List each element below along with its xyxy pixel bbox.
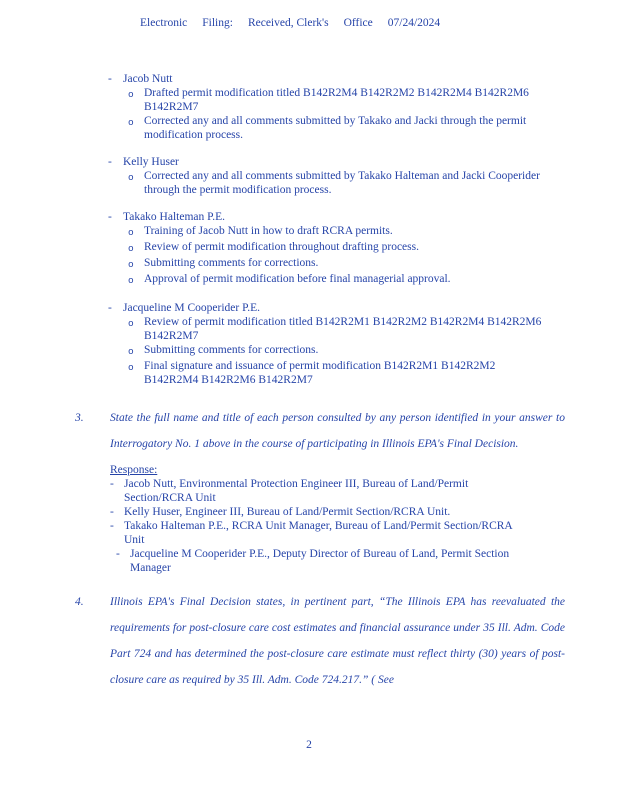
response-item (110, 505, 534, 519)
duty-text: Submitting comments for corrections. (144, 257, 319, 269)
duty-item (128, 86, 544, 114)
interrogatory-number: 4. (75, 596, 84, 608)
interrogatory-4 (75, 589, 573, 693)
response-text: Jacob Nutt, Environmental Protection Engineer III, Bureau of Land/Permit Section/RCRA Unit (124, 478, 469, 504)
interrogatory-3 (75, 405, 573, 575)
circle-bullet: o (128, 117, 134, 128)
contributor-block-jacob-nutt (108, 72, 544, 142)
circle-bullet: o (128, 259, 134, 270)
duty-item (128, 240, 544, 256)
interrogatory-question-row (75, 589, 573, 693)
circle-bullet: o (128, 172, 134, 183)
contributor-block-takako-halteman (108, 210, 544, 288)
duty-item (128, 256, 544, 272)
contributor-name: Kelly Huser (123, 156, 179, 168)
circle-bullet: o (128, 89, 134, 100)
dash-bullet: - (108, 211, 112, 223)
header-segment-received: Received, Clerk's (247, 17, 329, 29)
contributor-name: Jacob Nutt (123, 73, 173, 85)
header-segment-date: 07/24/2024 (387, 17, 441, 29)
circle-bullet: o (128, 346, 134, 357)
header-segment-electronic: Electronic (140, 17, 188, 29)
response-text: Jacqueline M Cooperider P.E., Deputy Director of Bureau of Land, Permit Section Manager (130, 548, 510, 574)
interrogatory-question: Illinois EPA's Final Decision states, in pertinent part, “The Illinois EPA has reevaluated the requirements for post-closure care cost estimates and financial assurance under 35 Ill. Adm. Code Part 724 and has determined the post-closure care estimate must reflect thirty (30) years of post-closure care as required by 35 Ill. Adm. Code 724.217.” ( See (110, 596, 565, 686)
interrogatory-question-row (75, 405, 573, 457)
duty-text: Approval of permit modification before final managerial approval. (144, 273, 451, 285)
duty-item (128, 359, 544, 387)
header-segment-filing: Filing: (202, 17, 233, 29)
duty-text: Review of permit modification titled B142R2M1 B142R2M2 B142R2M4 B142R2M6 B142R2M7 (144, 316, 542, 342)
response-item (110, 519, 534, 547)
contributor-name: Jacqueline M Cooperider P.E. (123, 302, 261, 314)
dash-bullet: - (108, 73, 112, 85)
duty-text: Drafted permit modification titled B142R2M4 B142R2M2 B142R2M4 B142R2M6 B142R2M7 (144, 87, 529, 113)
duty-item (128, 224, 544, 240)
duty-text: Corrected any and all comments submitted by Takako Halteman and Jacki Cooperider through the permit modification process. (144, 170, 540, 196)
interrogatory-question: State the full name and title of each person consulted by any person identified in your answer to Interrogatory No. 1 above in the course of participating in Illinois EPA's Final Decision. (110, 412, 565, 450)
circle-bullet: o (128, 318, 134, 329)
contributor-name: Takako Halteman P.E. (123, 211, 226, 223)
contributor-list (108, 72, 544, 387)
contributor-block-jacqueline-cooperider (108, 301, 544, 387)
duty-text: Submitting comments for corrections. (144, 344, 319, 356)
contributor-name-row (108, 301, 544, 315)
duty-item (128, 315, 544, 343)
duty-text: Training of Jacob Nutt in how to draft RCRA permits. (144, 225, 393, 237)
interrogatory-number: 3. (75, 412, 84, 424)
response-section (110, 463, 534, 575)
duty-text: Final signature and issuance of permit modification B142R2M1 B142R2M2 B142R2M4 B142R2M6 B142R2M7 (144, 360, 496, 386)
circle-bullet: o (128, 243, 134, 254)
duty-item (128, 114, 544, 142)
contributor-block-kelly-huser (108, 155, 544, 197)
contributor-name-row (108, 210, 544, 224)
dash-bullet: - (110, 478, 114, 490)
circle-bullet: o (128, 275, 134, 286)
response-text: Kelly Huser, Engineer III, Bureau of Land/Permit Section/RCRA Unit. (124, 506, 451, 518)
dash-bullet: - (108, 302, 112, 314)
circle-bullet: o (128, 362, 134, 373)
response-text: Takako Halteman P.E., RCRA Unit Manager, Bureau of Land/Permit Section/RCRA Unit (124, 520, 513, 546)
duty-item (128, 343, 544, 359)
header-segment-office: Office (343, 17, 373, 29)
duty-item (128, 169, 544, 197)
contributor-name-row (108, 72, 544, 86)
page-number: 2 (306, 739, 312, 751)
response-item (110, 477, 534, 505)
contributor-name-row (108, 155, 544, 169)
response-label: Response: (110, 464, 158, 476)
dash-bullet: - (116, 548, 120, 560)
duty-item (128, 272, 544, 288)
dash-bullet: - (110, 506, 114, 518)
duty-text: Review of permit modification throughout drafting process. (144, 241, 419, 253)
filing-header (140, 16, 573, 30)
dash-bullet: - (108, 156, 112, 168)
duty-text: Corrected any and all comments submitted by Takako and Jacki through the permit modification process. (144, 115, 527, 141)
circle-bullet: o (128, 227, 134, 238)
response-item (116, 547, 534, 575)
dash-bullet: - (110, 520, 114, 532)
